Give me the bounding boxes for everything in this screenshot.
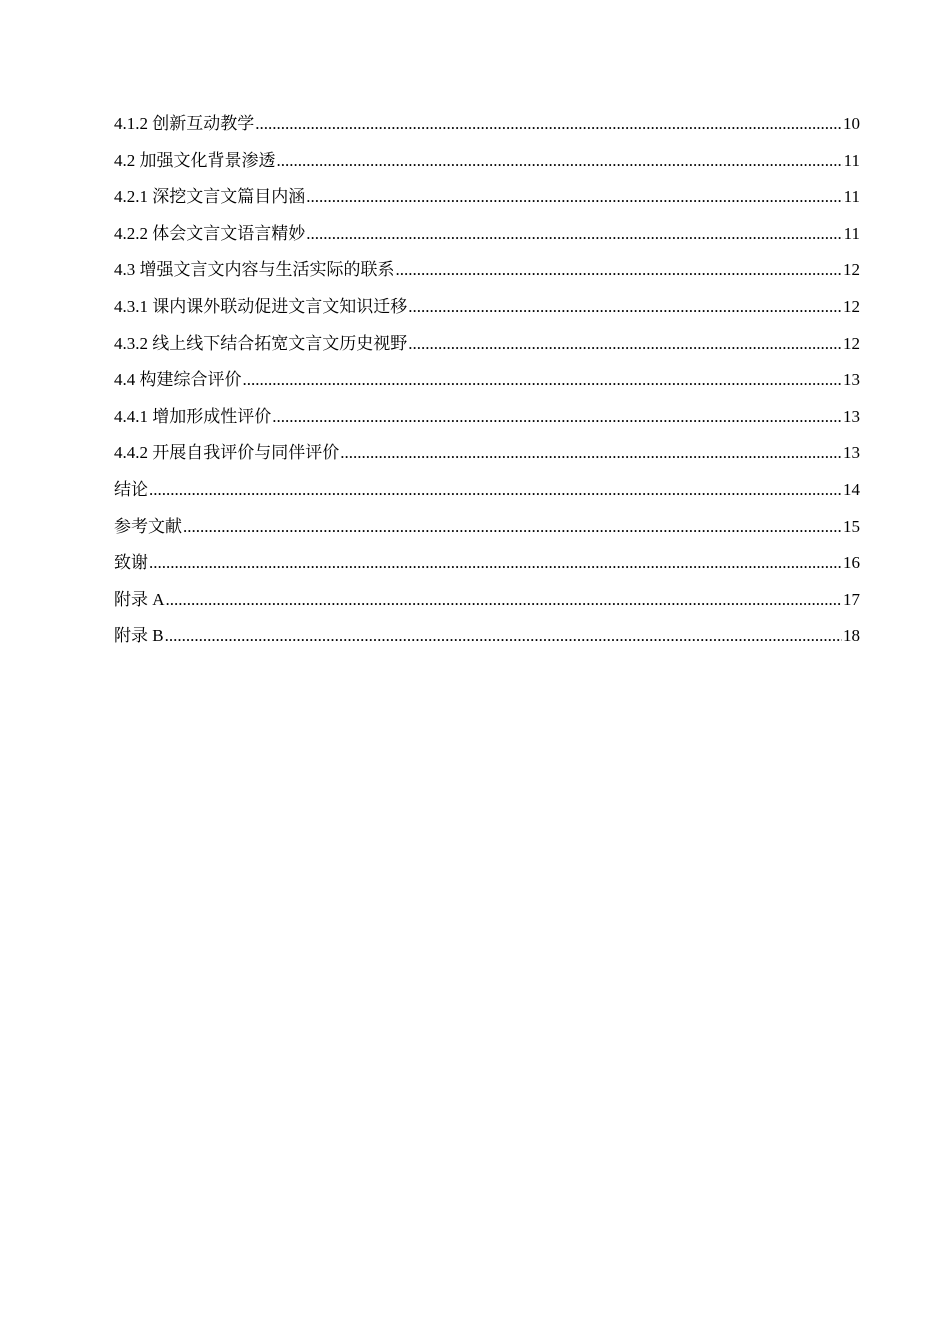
- toc-entry-title: 4.3.2 线上线下结合拓宽文言文历史视野: [114, 333, 408, 353]
- toc-entry-title: 4.4.2 开展自我评价与同伴评价: [114, 443, 340, 463]
- toc-entry-page: 11: [843, 223, 860, 243]
- toc-entry-title: 附录 B: [114, 626, 164, 646]
- toc-entry-page: 13: [843, 406, 860, 426]
- toc-entry-page: 11: [843, 187, 860, 207]
- toc-entry-page: 14: [843, 479, 860, 499]
- toc-entry[interactable]: [114, 258, 860, 295]
- toc-dot-leader: [243, 368, 843, 392]
- toc-entry-page: 12: [843, 260, 860, 280]
- toc-entry-page: 17: [843, 589, 860, 609]
- toc-dot-leader: [408, 332, 842, 356]
- toc-entry[interactable]: [114, 222, 860, 259]
- toc-entry-page: 13: [843, 370, 860, 390]
- toc-entry[interactable]: [114, 551, 860, 588]
- toc-entry[interactable]: [114, 515, 860, 552]
- toc-entry-page: 16: [843, 553, 860, 573]
- toc-entry-page: 12: [843, 296, 860, 316]
- toc-entry-title: 参考文献: [114, 516, 182, 536]
- toc-entry-title: 4.1.2 创新互动教学: [114, 114, 255, 133]
- toc-entry-title: 4.2.2 体会文言文语言精妙: [114, 223, 306, 243]
- toc-entry-page: 18: [843, 626, 860, 646]
- toc-entry-title: 4.2 加强文化背景渗透: [114, 150, 276, 170]
- toc-dot-leader: [408, 295, 842, 319]
- toc-entry-title: 4.3 增强文言文内容与生活实际的联系: [114, 260, 395, 280]
- toc-entry[interactable]: [114, 185, 860, 222]
- toc-entry-title: 4.4.1 增加形成性评价: [114, 406, 272, 426]
- toc-dot-leader: [183, 515, 842, 539]
- toc-entry-page: 12: [843, 333, 860, 353]
- toc-dot-leader: [277, 149, 843, 173]
- toc-dot-leader: [149, 478, 842, 502]
- toc-entry-title: 结论: [114, 479, 148, 499]
- toc-dot-leader: [272, 405, 842, 429]
- toc-entry-title: 附录 A: [114, 589, 165, 609]
- toc-dot-leader: [149, 551, 842, 575]
- table-of-contents: [114, 112, 860, 661]
- toc-dot-leader: [306, 185, 842, 209]
- toc-entry-page: 10: [843, 114, 860, 133]
- toc-dot-leader: [340, 441, 842, 465]
- toc-entry[interactable]: [114, 441, 860, 478]
- toc-entry[interactable]: [114, 588, 860, 625]
- toc-entry-title: 4.2.1 深挖文言文篇目内涵: [114, 187, 306, 207]
- toc-entry-page: 11: [843, 150, 860, 170]
- toc-dot-leader: [255, 112, 842, 136]
- toc-dot-leader: [306, 222, 842, 246]
- toc-entry[interactable]: [114, 112, 860, 149]
- toc-entry[interactable]: [114, 295, 860, 332]
- toc-entry-page: 13: [843, 443, 860, 463]
- toc-entry[interactable]: [114, 368, 860, 405]
- toc-entry[interactable]: [114, 478, 860, 515]
- toc-entry-title: 4.4 构建综合评价: [114, 370, 242, 390]
- toc-entry[interactable]: [114, 405, 860, 442]
- toc-dot-leader: [166, 588, 842, 612]
- toc-entry[interactable]: [114, 332, 860, 369]
- toc-entry-title: 4.3.1 课内课外联动促进文言文知识迁移: [114, 296, 408, 316]
- toc-entry-title: 致谢: [114, 553, 148, 573]
- toc-dot-leader: [396, 258, 843, 282]
- toc-dot-leader: [165, 624, 842, 648]
- toc-entry-page: 15: [843, 516, 860, 536]
- toc-entry[interactable]: [114, 149, 860, 186]
- toc-entry[interactable]: [114, 624, 860, 661]
